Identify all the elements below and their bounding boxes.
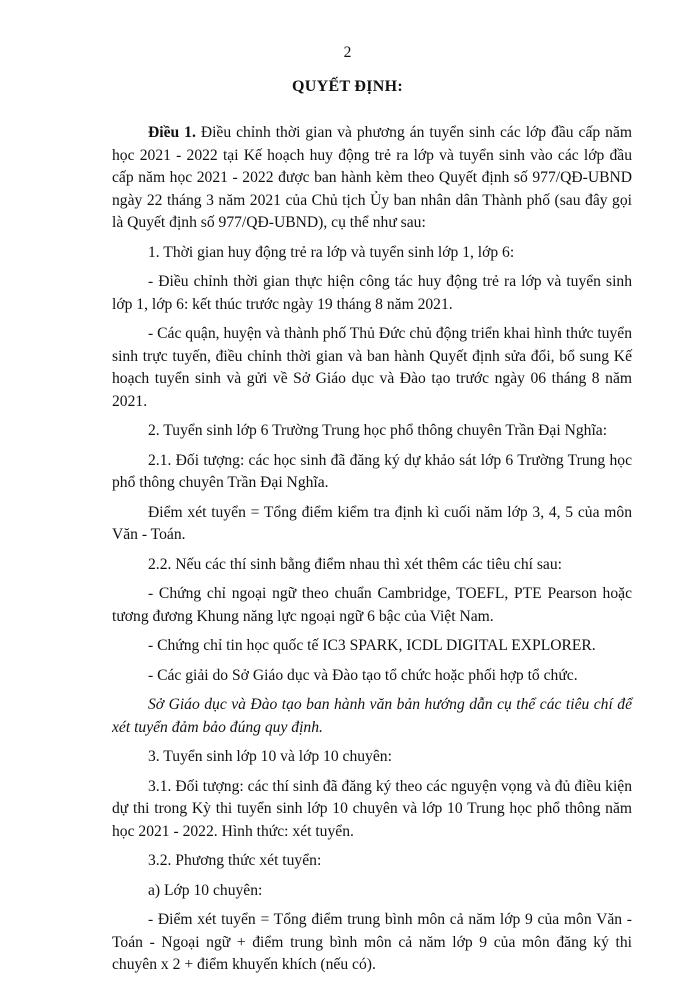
article-1-label: Điều 1. — [148, 124, 196, 141]
paragraph-15: a) Lớp 10 chuyên: — [148, 881, 263, 899]
paragraph-5: 2.1. Đối tượng: các học sinh đã đăng ký dự khảo sát lớp 6 Trường Trung học phổ thông chuyên Trần Đại Nghĩa. — [112, 451, 632, 491]
paragraph-3: - Các quận, huyện và thành phố Thủ Đức chủ động triển khai hình thức tuyển sinh trực tuyến, điều chỉnh thời gian và ban hành Quyết định sửa đổi, bổ sung Kế hoạch tuyển sinh và gửi về Sở Giáo dục và Đào tạo trước ngày 06 tháng 8 năm 2021. — [112, 325, 632, 410]
paragraph-4: 2. Tuyển sinh lớp 6 Trường Trung học phổ thông chuyên Trần Đại Nghĩa: — [148, 422, 608, 439]
paragraph-1: 1. Thời gian huy động trẻ ra lớp và tuyển sinh lớp 1, lớp 6: — [148, 243, 515, 261]
paragraph-16: - Điểm xét tuyển = Tổng điểm trung bình môn cả năm lớp 9 của môn Văn - Toán - Ngoại ngữ + điểm trung bình môn cả năm lớp 9 của môn đăng ký thi chuyên x 2 + điểm khuyến khích (nếu có). — [112, 911, 632, 973]
paragraph-13: 3.1. Đối tượng: các thí sinh đã đăng ký theo các nguyện vọng và đủ điều kiện dự thi trong Kỳ thi tuyển sinh lớp 10 chuyên và lớp 10 Trung học phổ thông năm học 2021 - 2022. Hình thức: xét tuyển. — [112, 777, 632, 840]
article-1-text: Điều chỉnh thời gian và phương án tuyển sinh các lớp đầu cấp năm học 2021 - 2022 tại Kế hoạch huy động trẻ ra lớp và tuyển sinh vào các lớp đầu cấp năm học 2021 - 2022 được ban hành kèm theo Quyết định số 977/QĐ-UBND ngày 22 tháng 3 năm 2021 của Chủ tịch Ủy ban nhân dân Thành phố (sau đây gọi là Quyết định số 977/QĐ-UBND), cụ thể như sau: — [112, 124, 632, 231]
article-1-paragraph — [112, 122, 632, 235]
paragraph-11-italic-note: Sở Giáo dục và Đào tạo ban hành văn bản hướng dẫn cụ thể các tiêu chí để xét tuyển đảm bảo đúng quy định. — [112, 696, 632, 736]
paragraph-7: 2.2. Nếu các thí sinh bằng điểm nhau thì xét thêm các tiêu chí sau: — [148, 555, 562, 573]
paragraph-8: - Chứng chỉ ngoại ngữ theo chuẩn Cambridge, TOEFL, PTE Pearson hoặc tương đương Khung năng lực ngoại ngữ 6 bậc của Việt Nam. — [112, 585, 632, 625]
document-title: QUYẾT ĐỊNH: — [291, 78, 404, 95]
paragraph-9: - Chứng chỉ tin học quốc tế IC3 SPARK, ICDL DIGITAL EXPLORER. — [148, 637, 596, 654]
page-number: 2 — [343, 44, 352, 61]
paragraph-10: - Các giải do Sở Giáo dục và Đào tạo tổ chức hoặc phối hợp tổ chức. — [148, 666, 578, 684]
paragraph-6: Điểm xét tuyển = Tổng điểm kiểm tra định kì cuối năm lớp 3, 4, 5 của môn Văn - Toán. — [112, 503, 632, 543]
paragraph-2: - Điều chỉnh thời gian thực hiện công tác huy động trẻ ra lớp và tuyển sinh lớp 1, lớp 6: kết thúc trước ngày 19 tháng 8 năm 2021. — [112, 273, 632, 313]
document-body — [112, 122, 632, 984]
paragraph-12: 3. Tuyển sinh lớp 10 và lớp 10 chuyên: — [148, 748, 392, 765]
paragraph-14: 3.2. Phương thức xét tuyển: — [148, 852, 322, 869]
